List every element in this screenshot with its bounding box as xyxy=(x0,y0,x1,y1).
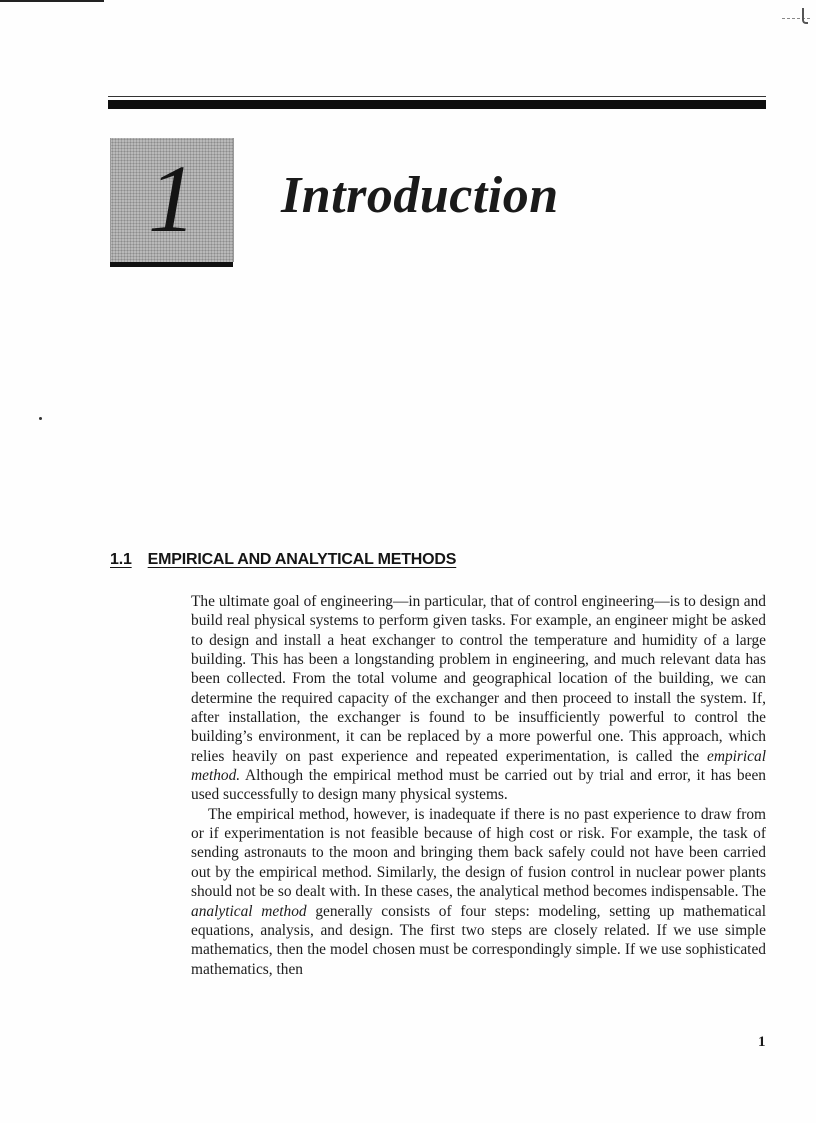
term-empirical-method: empirical method. xyxy=(191,747,766,785)
scan-corner-mark xyxy=(782,0,810,19)
scan-speck xyxy=(39,417,42,420)
chapter-rule-thin xyxy=(108,96,766,97)
scan-edge-mark xyxy=(0,0,104,2)
paragraph-1-text-a: The ultimate goal of engineering—in particular, that of control engineering—is to design and build real physical systems to perform given tasks. For example, an engineer might be asked to design and install a heat exchanger to control the temperature and humidity of a large building. This has been a longstanding problem in engineering, and much relevant data has been collected. From the total volume and geographical location of the building, we can determine the required capacity of the exchanger and then proceed to install the system. If, after installation, the exchanger is found to be insufficiently powerful to control the building’s environment, it can be replaced by a more powerful one. This approach, which relies heavily on past experience and repeated experimentation, is called the xyxy=(191,593,766,765)
chapter-box-underline xyxy=(110,262,233,267)
body-text xyxy=(191,592,766,979)
paragraph-2 xyxy=(191,805,766,979)
paragraph-1 xyxy=(191,592,766,805)
chapter-rule-thick xyxy=(108,100,766,109)
page-number: 1 xyxy=(758,1034,766,1050)
chapter-number-box xyxy=(110,138,234,262)
chapter-title: Introduction xyxy=(281,167,559,224)
chapter-number: 1 xyxy=(148,145,196,252)
section-number: 1.1 xyxy=(110,551,132,568)
paragraph-2-text-a: The empirical method, however, is inadequate if there is no past experience to draw from or if experimentation is not feasible because of high cost or risk. For example, the task of sending astronauts to the moon and bringing them back safely could not have been carried out by the empirical method. Similarly, the design of fusion control in nuclear power plants should not be so dealt with. In these cases, the analytical method becomes indispensable. The xyxy=(191,805,766,901)
section-heading xyxy=(110,549,456,571)
term-analytical-method: analytical method xyxy=(191,902,307,920)
paragraph-1-text-b: Although the empirical method must be carried out by trial and error, it has been used successfully to design many physical systems. xyxy=(191,767,766,804)
paragraph-2-text-b: generally consists of four steps: modeling, setting up mathematical equations, analysis, and design. The first two steps are closely related. If we use simple mathematics, then the model chosen must be correspondingly simple. If we use sophisticated mathematics, then xyxy=(191,902,766,978)
section-title: EMPIRICAL AND ANALYTICAL METHODS xyxy=(147,551,457,568)
